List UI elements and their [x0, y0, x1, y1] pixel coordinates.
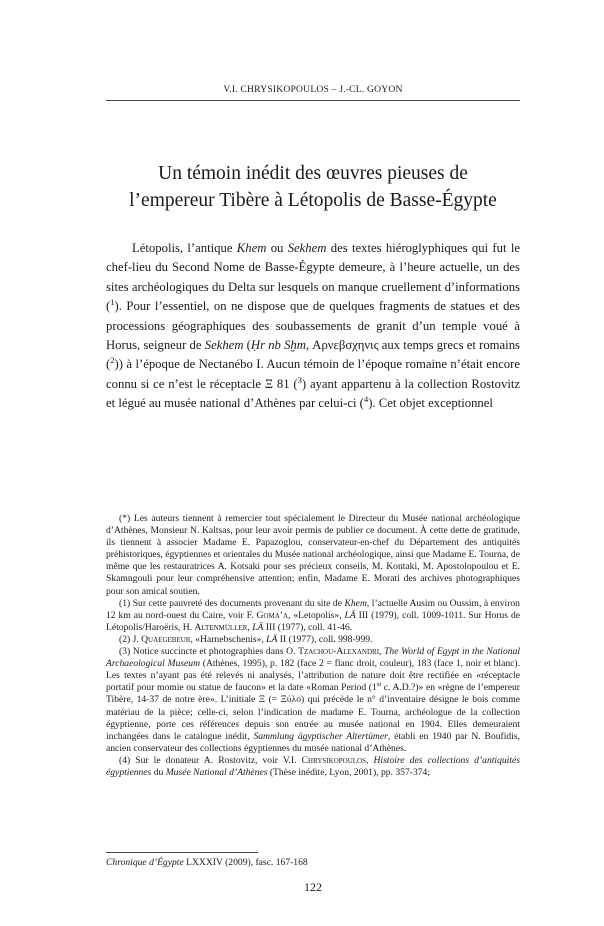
text: ,: [379, 646, 385, 658]
text: , l’actuelle Ausim ou Oussim, à environ 12 km au nord-ouest du Caire, voir F.: [106, 597, 520, 621]
text-italic: Sekhem: [204, 338, 244, 353]
text-transliteration: Ḥr nb Sḫm: [250, 338, 306, 353]
article-title: [106, 160, 520, 214]
journal-title: Chronique d’Égypte: [106, 857, 184, 868]
journal-citation: [106, 857, 520, 869]
author-name: Altenmüller: [194, 621, 248, 633]
title-line-2: l’empereur Tibère à Létopolis de Basse-Égypte: [129, 190, 497, 211]
text: III (1979), coll. 1009-1011. Sur Horus de Létopolis/Haroëris, H.: [106, 609, 520, 633]
text: ). Pour l’essentiel, on ne dispose que de quelques fragments de statues et des processions géographiques des soubassements de granit d’un temple voué à Horus, seigneur de: [106, 299, 520, 353]
author-name: Goma’a: [256, 609, 289, 621]
text: , Αρνεβσχηνις aux temps grecs et romains (: [106, 338, 520, 372]
footnotes: [106, 513, 520, 779]
footnote-3: [106, 646, 520, 755]
footnote-ref-2: 2: [110, 355, 115, 366]
text-italic: Khem: [236, 241, 267, 255]
text: (Thèse inédite, Lyon, 2001), pp. 357-374;: [267, 766, 431, 778]
main-text: [106, 239, 520, 414]
text-italic: Histoire des collections d’antiquités égyptiennes: [106, 754, 520, 778]
footnote-acknowledgements: (*) Les auteurs tiennent à remercier tout spécialement le Directeur du Musée national archéologique d’Athènes, Monsieur N. Kaltsas, pour leur avoir permis de publier ce document. À cette dette de gratitude, ils tiennent à associer Madame E. Papazoglou, conservateur-en-chef du Département des antiquités préhistoriques, égyptiennes et orientales du Musée national archéologique, ainsi que Madame E. Tourna, de même que les restauratrices A. Kotsaki pour ses précieux conseils, M. Kontaki, M. Apostolopoulou et E. Skamngouli pour leur compréhensive attention; enfin, Madame E. Morati des archives photographiques pour son amical soutien.: [106, 513, 520, 597]
footnote-ref-3: 3: [297, 374, 302, 385]
text-italic: Khem: [344, 597, 367, 609]
text: ) ayant appartenu à la collection Rostovitz et légué au musée national d’Athènes par celui-ci (: [106, 376, 520, 411]
text: II (1977), coll. 998-999.: [277, 633, 373, 645]
text: ,: [247, 621, 253, 633]
footnote-4: [106, 755, 520, 779]
text: des textes hiéroglyphiques qui fut le chef-lieu du Second Nome de Basse-Égypte demeure, à l’heure actuelle, un des sites archéologiques du Delta sur lesquels on manque cruellement d’informations (: [106, 241, 520, 314]
text: c. A.D.?)» en «règne de l’empereur Tibère, 14-37 de notre ère». L’initiale Ξ (= Ξύλο) qui précède le n° d’inventaire désigne le bois comme matériau de la pièce; celle-ci, selon l’indication de madame E. Tourna, archéologue de la collection égyptienne, porte ces références depuis son entrée au musée national en 1904. Elles demeuraient inchangées dans le catalogue inédit,: [106, 682, 520, 742]
text: (2) J.: [119, 633, 142, 645]
text: ). Cet objet exceptionnel: [368, 396, 493, 411]
text-italic: Musée National d’Athènes: [165, 766, 268, 778]
journal-issue: LXXXIV (2009), fasc. 167-168: [183, 857, 308, 868]
text: ou: [266, 241, 288, 255]
text: , établi en 1940 par N. Boufidis, ancien conservateur des collections égyptiennes du musée national d’Athènes.: [106, 730, 520, 754]
author-name: Quaegebeur: [141, 633, 191, 645]
footer-rule: [106, 852, 258, 853]
running-head: V.I. CHRYSIKOPOULOS – J.-CL. GOYON: [223, 84, 403, 95]
text: )) à l’époque de Nectanébo I. Aucun témoin de l’époque romaine n’était encore connu si ce n’est le réceptacle Ξ 81 (: [106, 357, 520, 391]
text: ,: [365, 754, 374, 766]
text: (4) Sur le donateur A. Rostovitz, voir V.I.: [119, 754, 302, 766]
footnote-ref-4: 4: [363, 394, 369, 405]
text-italic: Sekhem: [287, 241, 327, 255]
text-italic: LÄ: [252, 621, 264, 633]
text-italic: Sammlung ägyptischer Altertümer: [253, 730, 388, 742]
text: III (1977), coll. 41-46.: [263, 621, 353, 633]
text: , «Letopolis»,: [288, 609, 345, 621]
text-italic: LÄ: [266, 633, 278, 645]
ordinal-suffix: st: [376, 681, 382, 689]
footnote-ref-1: 1: [110, 296, 115, 307]
text: , «Harnebschenis»,: [190, 633, 267, 645]
header-rule: [106, 100, 520, 101]
text: (3) Notice succincte et photographies dans O.: [119, 646, 299, 658]
footnote-2: [106, 634, 520, 646]
text: Létopolis, l’antique: [132, 241, 237, 255]
author-name: Chrysikopoulos: [301, 754, 366, 766]
title-line-1: Un témoin inédit des œuvres pieuses de: [158, 163, 468, 184]
text-italic: The World of Egypt in the National Archaeological Museum: [106, 646, 521, 670]
text: (1) Sur cette pauvreté des documents provenant du site de: [119, 597, 345, 609]
author-name: Tzachou-Alexandri: [298, 646, 380, 658]
text: du: [151, 766, 166, 778]
paragraph: [106, 239, 520, 414]
text: (Athènes, 1995), p. 182 (face 2 = flanc droit, couleur), 183 (face 1, noir et blanc). Les textes n’ayant pas été relevés ni analysés, l’attribution de nature doit être rectifiée en «réceptacle portatif pour momie ou statue de faucon» et la date «Roman Period (1: [106, 658, 520, 694]
text-italic: LÄ: [344, 609, 356, 621]
footnote-1: [106, 598, 520, 634]
text: (: [243, 338, 251, 353]
page-number: 122: [304, 880, 322, 894]
